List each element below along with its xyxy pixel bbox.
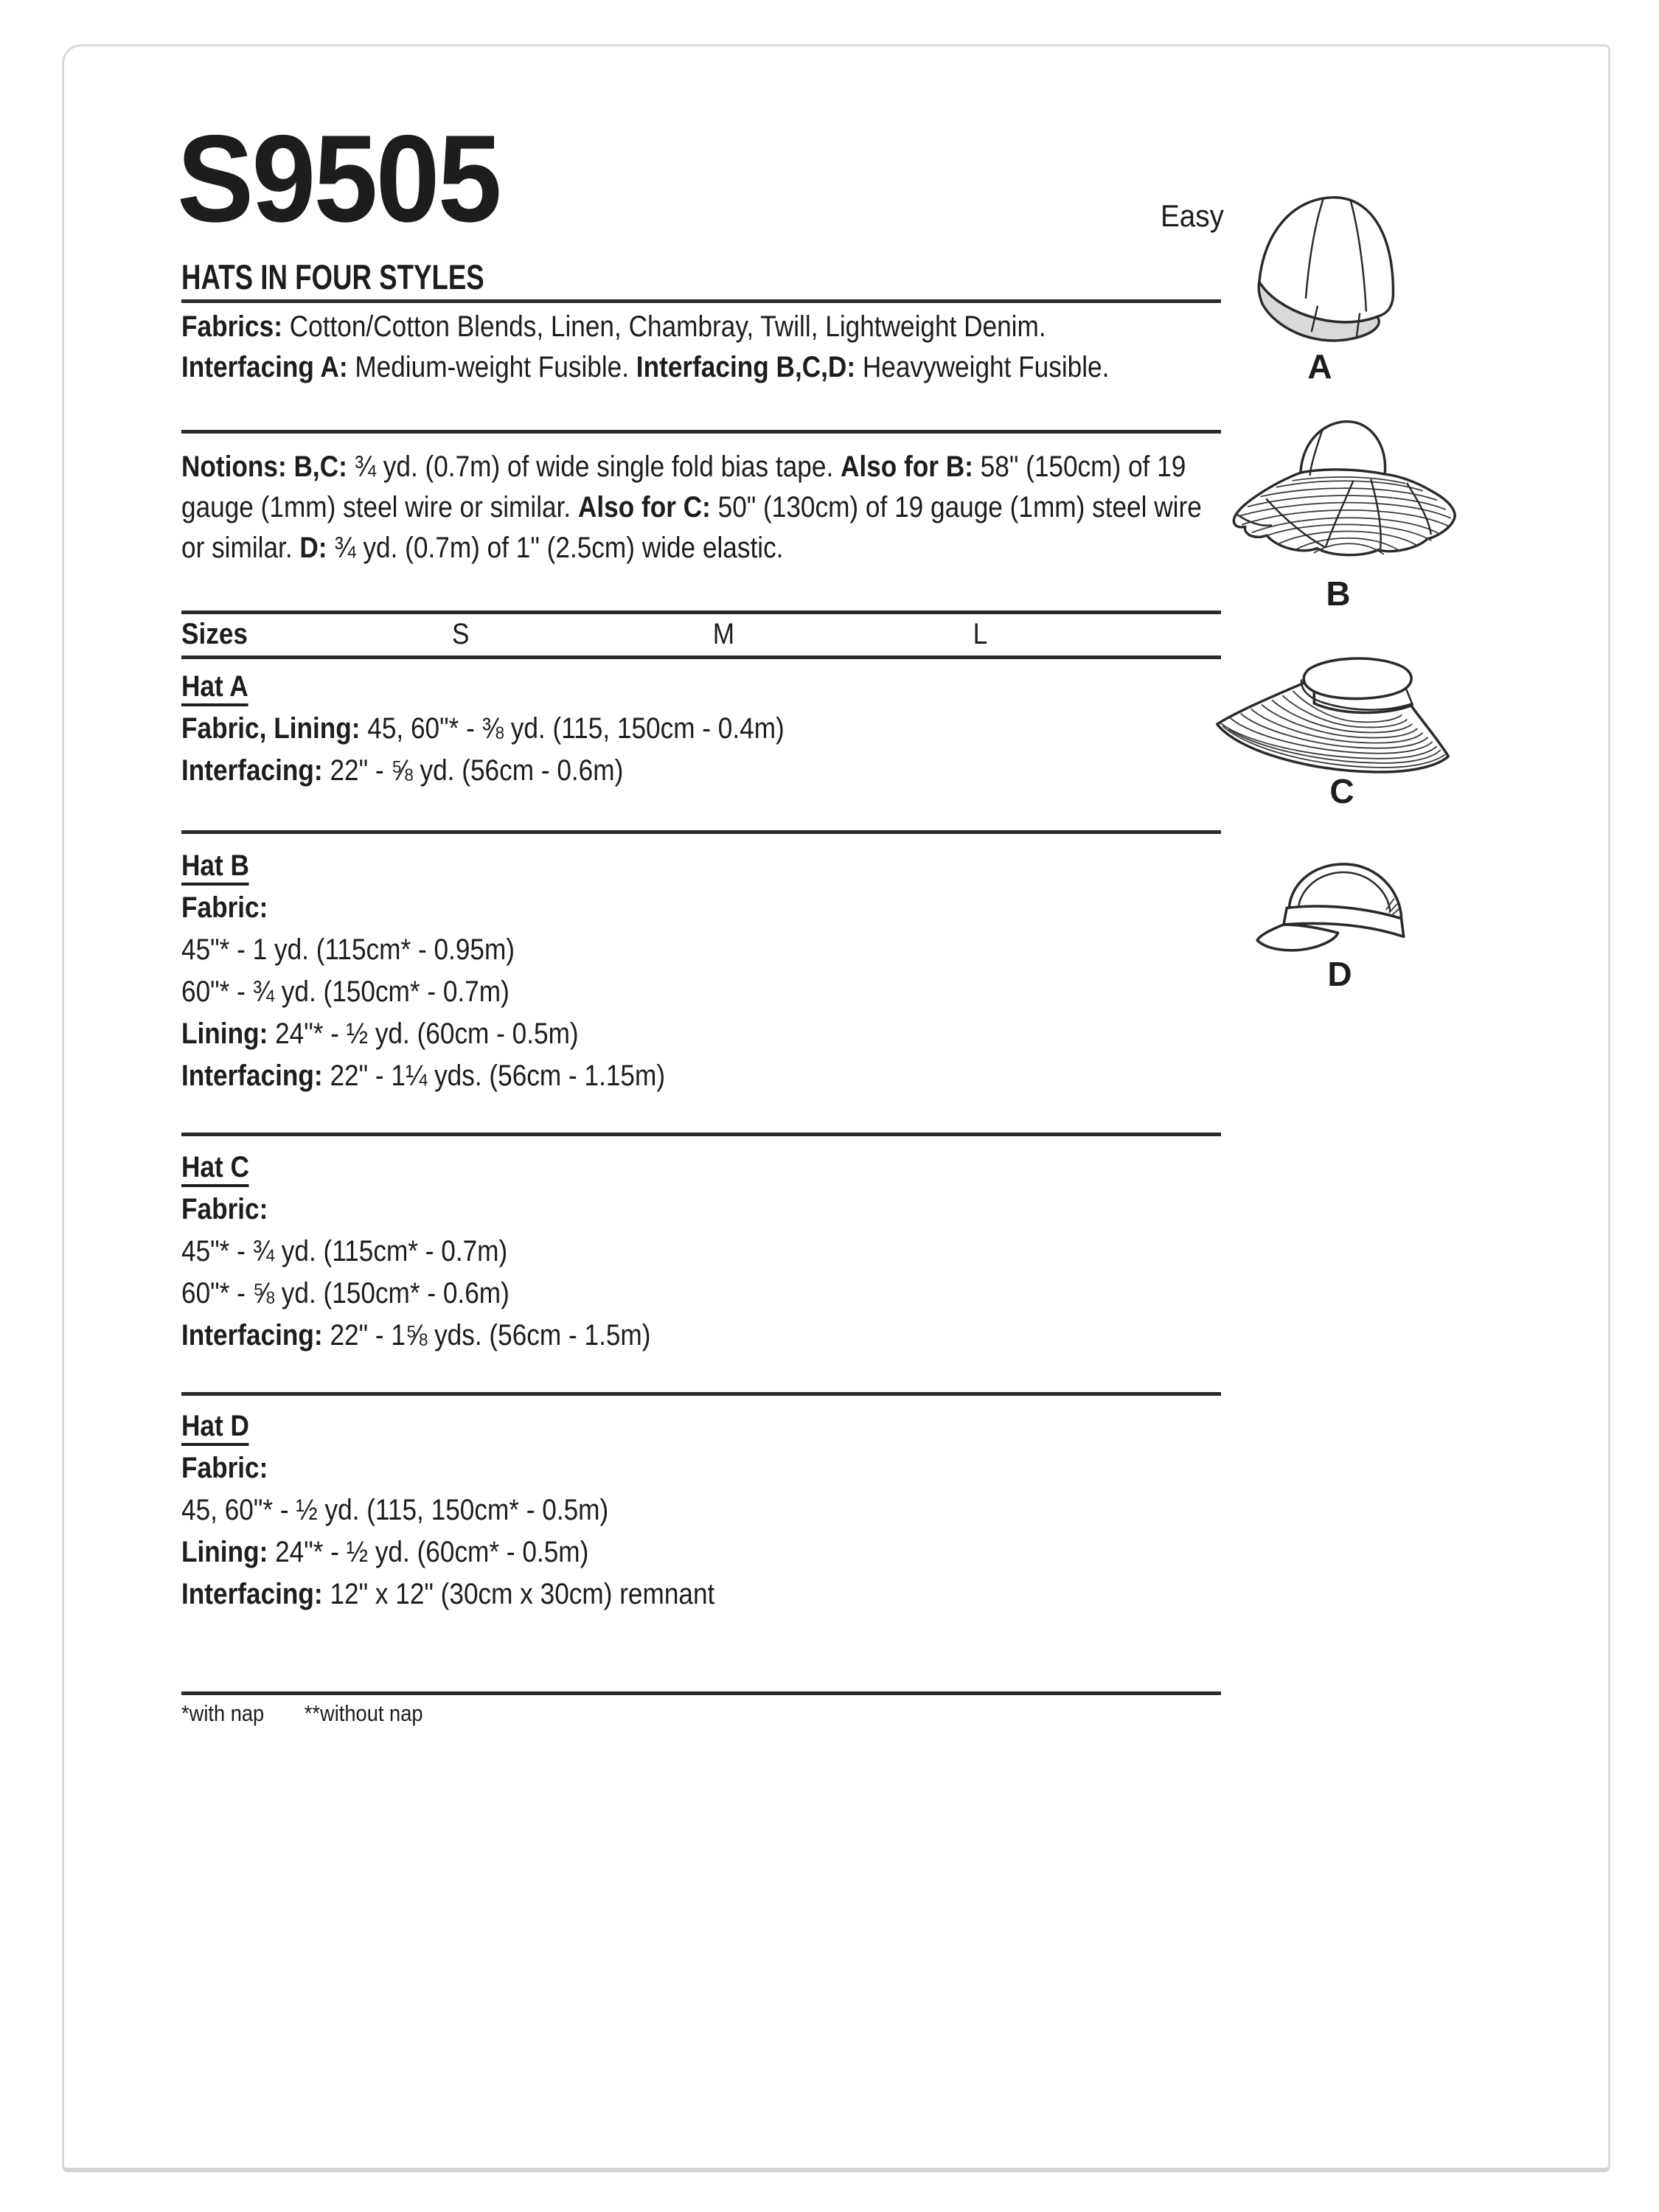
hat-d-interfacing-value: 12" x 12" (30cm x 30cm) remnant [322,1578,715,1610]
hat-c-fabric-60-line [181,1273,1220,1315]
hat-b-illustration [1219,413,1466,568]
hat-d-fabric-value-line [181,1489,1220,1531]
hat-a-header: Hat A [181,670,248,706]
hat-d-illustration [1253,861,1412,959]
sizes-label: Sizes [181,618,248,650]
footnote-without-nap: **without nap [304,1700,423,1726]
hat-b-label: B [1326,574,1351,613]
hat-c-fabric-45-line [181,1231,1220,1273]
hat-b-interfacing-label: Interfacing: [181,1060,323,1092]
hat-c-interfacing-value: 22" - 1⅝ yds. (56cm - 1.5m) [322,1319,651,1352]
divider-rule-title [181,299,1221,303]
interfacing-bcd-value: Heavyweight Fusible. [855,351,1110,383]
hat-a-crown [1259,198,1394,322]
notions-value-2: 58" (150cm) of 19 gauge (1mm) steel wire or similar. [181,451,1186,524]
pattern-code: S9505 [177,109,500,248]
hat-b-header-line [181,845,1220,887]
notions-paragraph [181,447,1220,568]
interfacing-bcd-label: Interfacing B,C,D: [636,351,856,383]
hat-b-lining-value: 24"* - ½ yd. (60cm - 0.5m) [268,1018,579,1050]
notions-also-b-label: Also for B: [840,451,973,483]
divider-rule-hat-d [181,1691,1221,1695]
divider-rule-notions [181,611,1221,614]
divider-rule-hat-b [181,1133,1221,1136]
hat-c-illustration [1196,647,1458,774]
difficulty-label: Easy [1161,198,1224,233]
hat-a-fabric-label: Fabric, Lining: [181,712,361,745]
notions-also-c-label: Also for C: [577,491,711,524]
page-title: HATS IN FOUR STYLES [181,257,484,296]
size-column-l: L [973,618,988,650]
hat-d-fabric-line [181,1447,1220,1489]
divider-rule-hat-a [181,830,1221,834]
size-column-m: M [712,618,735,650]
hat-b-interfacing-value: 22" - 1¼ yds. (56cm - 1.15m) [322,1060,666,1092]
hat-c-fabric-45-value: 45"* - ¾ yd. (115cm* - 0.7m) [181,1235,508,1267]
hat-b-header: Hat B [181,849,249,886]
divider-rule-fabrics [181,430,1221,434]
interfacing-line [181,347,1220,388]
notions-value-3: 50" (130cm) of 19 gauge (1mm) steel wire or similar. [181,491,1202,564]
hat-d-lining-label: Lining: [181,1536,268,1568]
hat-b-fabric-45-value: 45"* - 1 yd. (115cm* - 0.95m) [181,933,515,966]
hat-a-label: A [1307,347,1332,386]
hat-a-header-line [181,666,1220,708]
divider-rule-sizes [181,655,1221,659]
notions-value-4: ¾ yd. (0.7m) of 1" (2.5cm) wide elastic. [327,532,784,564]
hat-b-lining-line [181,1013,1220,1055]
fabrics-label: Fabrics: [181,310,282,343]
hat-c-label: C [1329,772,1354,810]
hat-c-header: Hat C [181,1151,249,1187]
hat-b-fabric-line [181,887,1220,929]
fabrics-value: Cotton/Cotton Blends, Linen, Chambray, Twill, Lightweight Denim. [282,310,1046,343]
hat-a-section [181,666,1220,792]
hat-b-fabric-label: Fabric: [181,891,268,924]
interfacing-a-label: Interfacing A: [181,351,348,383]
hat-d-header-line [181,1405,1220,1447]
hat-d-label: D [1327,955,1352,993]
hat-a-fabric-value: 45, 60"* - ⅜ yd. (115, 150cm - 0.4m) [360,712,785,745]
hat-d-fabric-value: 45, 60"* - ½ yd. (115, 150cm* - 0.5m) [181,1494,609,1526]
hat-d-lining-line [181,1531,1220,1573]
hat-b-brim [1234,470,1455,555]
hat-a-fabric-line [181,708,1220,750]
hat-c-header-line [181,1147,1220,1189]
hat-d-fabric-label: Fabric: [181,1452,268,1484]
notions-value-1: ¾ yd. (0.7m) of wide single fold bias tape. [347,451,841,483]
interfacing-a-value: Medium-weight Fusible. [347,351,636,383]
hat-b-fabric-60-value: 60"* - ¾ yd. (150cm* - 0.7m) [181,975,509,1008]
hat-a-illustration [1245,189,1422,345]
hat-a-interfacing-line [181,750,1220,792]
hat-a-interfacing-value: 22" - ⅝ yd. (56cm - 0.6m) [322,754,624,787]
footnote-with-nap: *with nap [181,1700,265,1726]
hat-a-interfacing-label: Interfacing: [181,754,323,787]
hat-c-fabric-label: Fabric: [181,1193,268,1225]
hat-b-fabric-45-line [181,929,1220,971]
hat-c-band [1304,658,1411,699]
size-column-s: S [451,618,470,650]
fabrics-paragraph [181,307,1220,388]
hat-b-crown [1301,422,1385,474]
fabrics-line [181,307,1220,347]
hat-b-section [181,845,1220,1097]
hat-b-interfacing-line [181,1055,1220,1097]
hat-d-header: Hat D [181,1410,249,1446]
hat-c-fabric-line [181,1189,1220,1231]
hat-d-interfacing-label: Interfacing: [181,1578,323,1610]
notions-label: Notions: B,C: [181,451,347,483]
hat-b-fabric-60-line [181,971,1220,1013]
hat-d-lining-value: 24"* - ½ yd. (60cm* - 0.5m) [268,1536,589,1568]
sizes-row [181,618,1220,653]
hat-c-section [181,1147,1220,1357]
divider-rule-hat-c [181,1392,1221,1396]
footnote [181,1700,1220,1727]
hat-b-lining-label: Lining: [181,1018,268,1050]
hat-c-fabric-60-value: 60"* - ⅝ yd. (150cm* - 0.6m) [181,1277,509,1310]
hat-d-brim [1257,925,1338,950]
hat-c-interfacing-line [181,1315,1220,1357]
hat-d-section [181,1405,1220,1615]
hat-d-interfacing-line [181,1573,1220,1615]
hat-c-band-right-cap [1406,689,1413,705]
notions-d-label: D: [299,532,327,564]
hat-c-interfacing-label: Interfacing: [181,1319,323,1352]
